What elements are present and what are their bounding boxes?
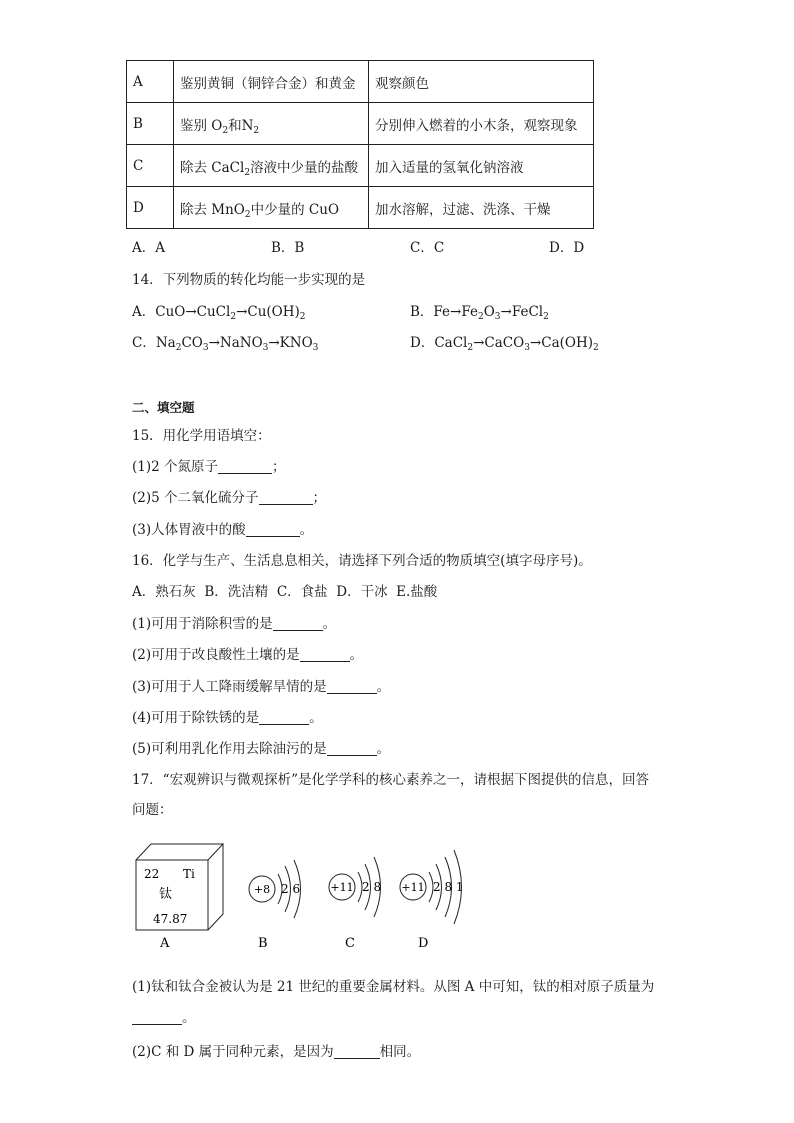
q14-choice-c[interactable]: C．$Na_2CO_3\to NaNO_3\to KNO_3$ (132, 335, 319, 353)
option-method: 鉴别黄铜（铜锌合金）和黄金 (174, 61, 369, 103)
answer-blank[interactable] (132, 1010, 182, 1025)
q16-item-3: (3)可用于人工降雨缓解旱情的是 。 (132, 679, 391, 695)
q16-item-1: (1)可用于消除积雪的是 。 (132, 616, 337, 632)
element-name: 钛 (159, 887, 173, 902)
option-table (126, 60, 594, 229)
q15-item-2: (2)5 个二氧化硫分子 ； (132, 490, 327, 506)
answer-blank[interactable] (218, 459, 272, 474)
q14-choice-b[interactable]: B．$Fe\to Fe_2O_3\to FeCl_2$ (410, 304, 549, 322)
element-number: 22 (144, 867, 160, 881)
table-row (127, 61, 594, 103)
q15-stem: 15．用化学用语填空： (132, 428, 271, 444)
element-mass: 47.87 (153, 912, 188, 926)
section-title: 二、填空题 (132, 400, 195, 415)
option-operation: 加入适量的氢氧化钠溶液 (369, 145, 594, 187)
table-row (127, 103, 594, 145)
q15-item-3: (3)人体胃液中的酸 。 (132, 522, 314, 538)
q14-choice-d[interactable]: D．$CaCl_2\to CaCO_3\to Ca(OH)_2$ (410, 335, 599, 353)
answer-blank[interactable] (327, 679, 377, 694)
option-key: C (127, 145, 174, 187)
element-symbol: Ti (183, 867, 195, 881)
q16-stem: 16．化学与生产、生活息息相关，请选择下列合适的物质填空(填字母序号)。 (132, 553, 592, 569)
q17-subq2: (2)C 和 D 属于同种元素，是因为 相同。 (132, 1044, 421, 1060)
option-operation: 加水溶解，过滤、洗涤、干燥 (369, 187, 594, 229)
option-operation: 分别伸入燃着的小木条，观察现象 (369, 103, 594, 145)
answer-blank[interactable] (259, 710, 309, 725)
option-key: D (127, 187, 174, 229)
option-key: B (127, 103, 174, 145)
q16-item-2: (2)可用于改良酸性土壤的是 。 (132, 647, 364, 663)
atom-b-shells: 2 6 (281, 882, 301, 896)
q13-choice-b[interactable]: B．B (271, 240, 305, 256)
answer-blank[interactable] (246, 522, 300, 537)
q17-subq1-line2: 。 (132, 1006, 196, 1026)
answer-blank[interactable] (334, 1044, 380, 1059)
q13-choice-d[interactable]: D．D (549, 240, 585, 256)
label-a: A (160, 936, 170, 951)
q14-choice-a[interactable]: A．$CuO\to CuCl_2\to Cu(OH)_2$ (132, 304, 306, 322)
answer-blank[interactable] (327, 741, 377, 756)
q13-choice-a[interactable]: A．A (132, 240, 165, 256)
atom-c-nucleus: +11 (330, 881, 354, 894)
answer-blank[interactable] (300, 647, 350, 662)
option-method: 鉴别 $O_2$和$N_2$ (174, 103, 369, 145)
q15-item-1: (1)2 个氮原子 ； (132, 459, 286, 475)
option-method: 除去 MnO$_2$中少量的 CuO (174, 187, 369, 229)
q17-stem-line2: 问题： (132, 802, 173, 818)
q17-figure (126, 830, 486, 955)
label-c: C (345, 936, 355, 951)
q13-choice-c[interactable]: C．C (410, 240, 445, 256)
q17-subq1-line1: (1)钛和钛合金被认为是 21 世纪的重要金属材料。从图 A 中可知，钛的相对原子质量为 (132, 979, 655, 995)
answer-blank[interactable] (259, 490, 313, 505)
label-d: D (418, 936, 429, 951)
option-operation: 观察颜色 (369, 61, 594, 103)
option-key: A (127, 61, 174, 103)
atom-b-nucleus: +8 (253, 883, 271, 896)
table-row (127, 145, 594, 187)
q17-stem-line1: 17．“宏观辨识与微观探析”是化学学科的核心素养之一，请根据下图提供的信息，回答 (132, 772, 649, 788)
label-b: B (258, 936, 268, 951)
q16-options: A．熟石灰 B．洗洁精 C．食盐 D．干冰 E.盐酸 (132, 584, 438, 600)
option-method: 除去 CaCl$_2$溶液中少量的盐酸 (174, 145, 369, 187)
q16-item-4: (4)可用于除铁锈的是 。 (132, 710, 323, 726)
atom-d-nucleus: +11 (401, 881, 425, 894)
table-row (127, 187, 594, 229)
q14-stem: 14．下列物质的转化均能一步实现的是 (132, 272, 366, 288)
atom-d-shells: 2 8 1 (433, 880, 464, 894)
atom-c-shells: 2 8 (362, 880, 382, 894)
answer-blank[interactable] (273, 616, 323, 631)
q16-item-5: (5)可利用乳化作用去除油污的是 。 (132, 741, 391, 757)
